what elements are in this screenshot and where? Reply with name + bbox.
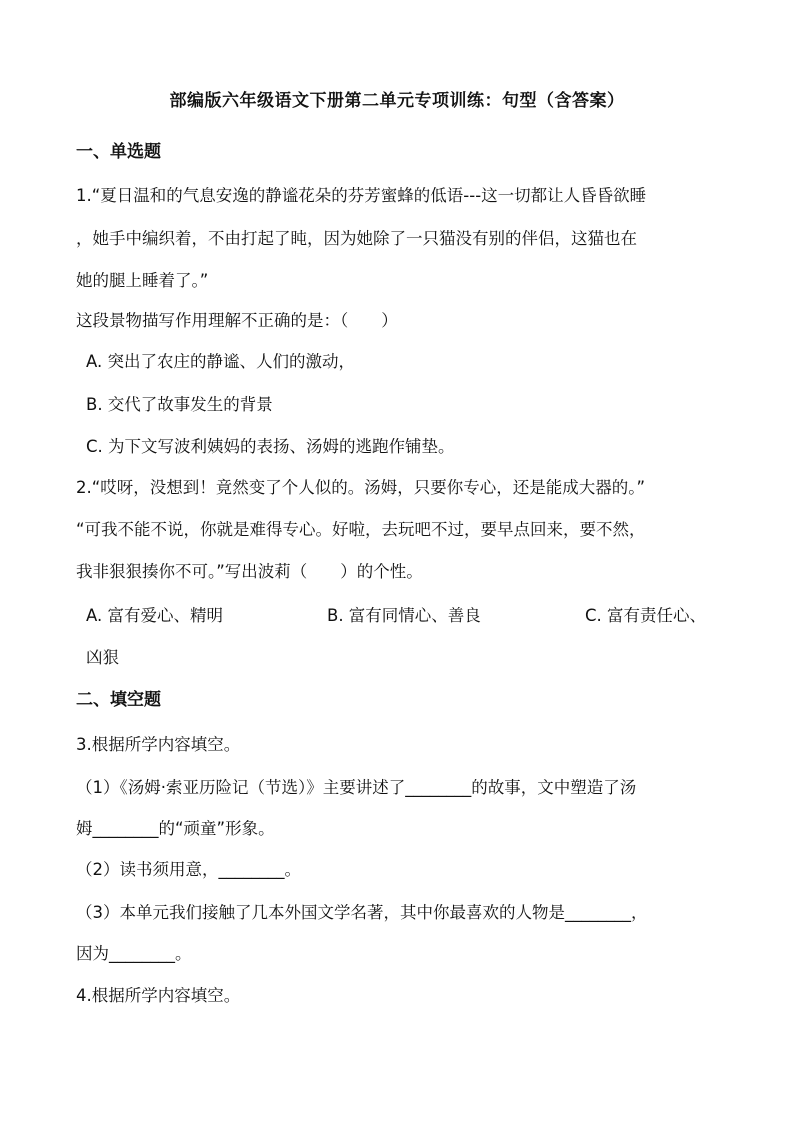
section-heading-fill-blank: 二、填空题: [76, 690, 161, 710]
q2-text-line-3: 我非狠狠揍你不可。”写出波莉（ ）的个性。: [76, 562, 423, 581]
q1-text-line-2: ，她手中编织着，不由打起了盹，因为她除了一只猫没有别的伴侣，这猫也在: [76, 229, 637, 248]
q2-option-c: C. 富有责任心、: [585, 606, 707, 625]
q3-part2: （2）读书须用意，________。: [76, 860, 301, 879]
q1-option-c: C. 为下文写波利姨妈的表扬、汤姆的逃跑作铺垫。: [86, 437, 455, 456]
q1-option-a: A. 突出了农庄的静谧、人们的激动，: [86, 352, 355, 371]
q1-option-b: B. 交代了故事发生的背景: [86, 395, 273, 414]
q4-stem: 4.根据所学内容填空。: [76, 986, 241, 1005]
section-heading-single-choice: 一、单选题: [76, 142, 161, 162]
q3-part1-line-2: 姆________的“顽童”形象。: [76, 819, 275, 838]
q1-prompt: 这段景物描写作用理解不正确的是：（ ）: [76, 311, 398, 330]
q2-text-line-2: “可我不能不说，你就是难得专心。好啦，去玩吧不过，要早点回来，要不然，: [76, 520, 646, 539]
q3-stem: 3.根据所学内容填空。: [76, 735, 241, 754]
q2-text-line-1: 2.“哎呀，没想到！竟然变了个人似的。汤姆，只要你专心，还是能成大器的。”: [76, 478, 646, 497]
page-title: 部编版六年级语文下册第二单元专项训练：句型（含答案）: [169, 91, 625, 111]
q1-text-line-3: 她的腿上睡着了。”: [76, 271, 209, 290]
q3-part3-line-1: （3）本单元我们接触了几本外国文学名著，其中你最喜欢的人物是________，: [76, 903, 648, 922]
q3-part3-line-2: 因为________。: [76, 944, 192, 963]
q2-option-a: A. 富有爱心、精明: [86, 606, 223, 625]
q3-part1-line-1: （1）《汤姆·索亚历险记（节选）》主要讲述了________的故事，文中塑造了汤: [76, 778, 637, 797]
q2-option-b: B. 富有同情心、善良: [327, 606, 481, 625]
q1-text-line-1: 1.“夏日温和的气息安逸的静谧花朵的芬芳蜜蜂的低语---这一切都让人昏昏欲睡: [76, 186, 647, 205]
q2-option-c-continued: 凶狠: [86, 648, 119, 667]
